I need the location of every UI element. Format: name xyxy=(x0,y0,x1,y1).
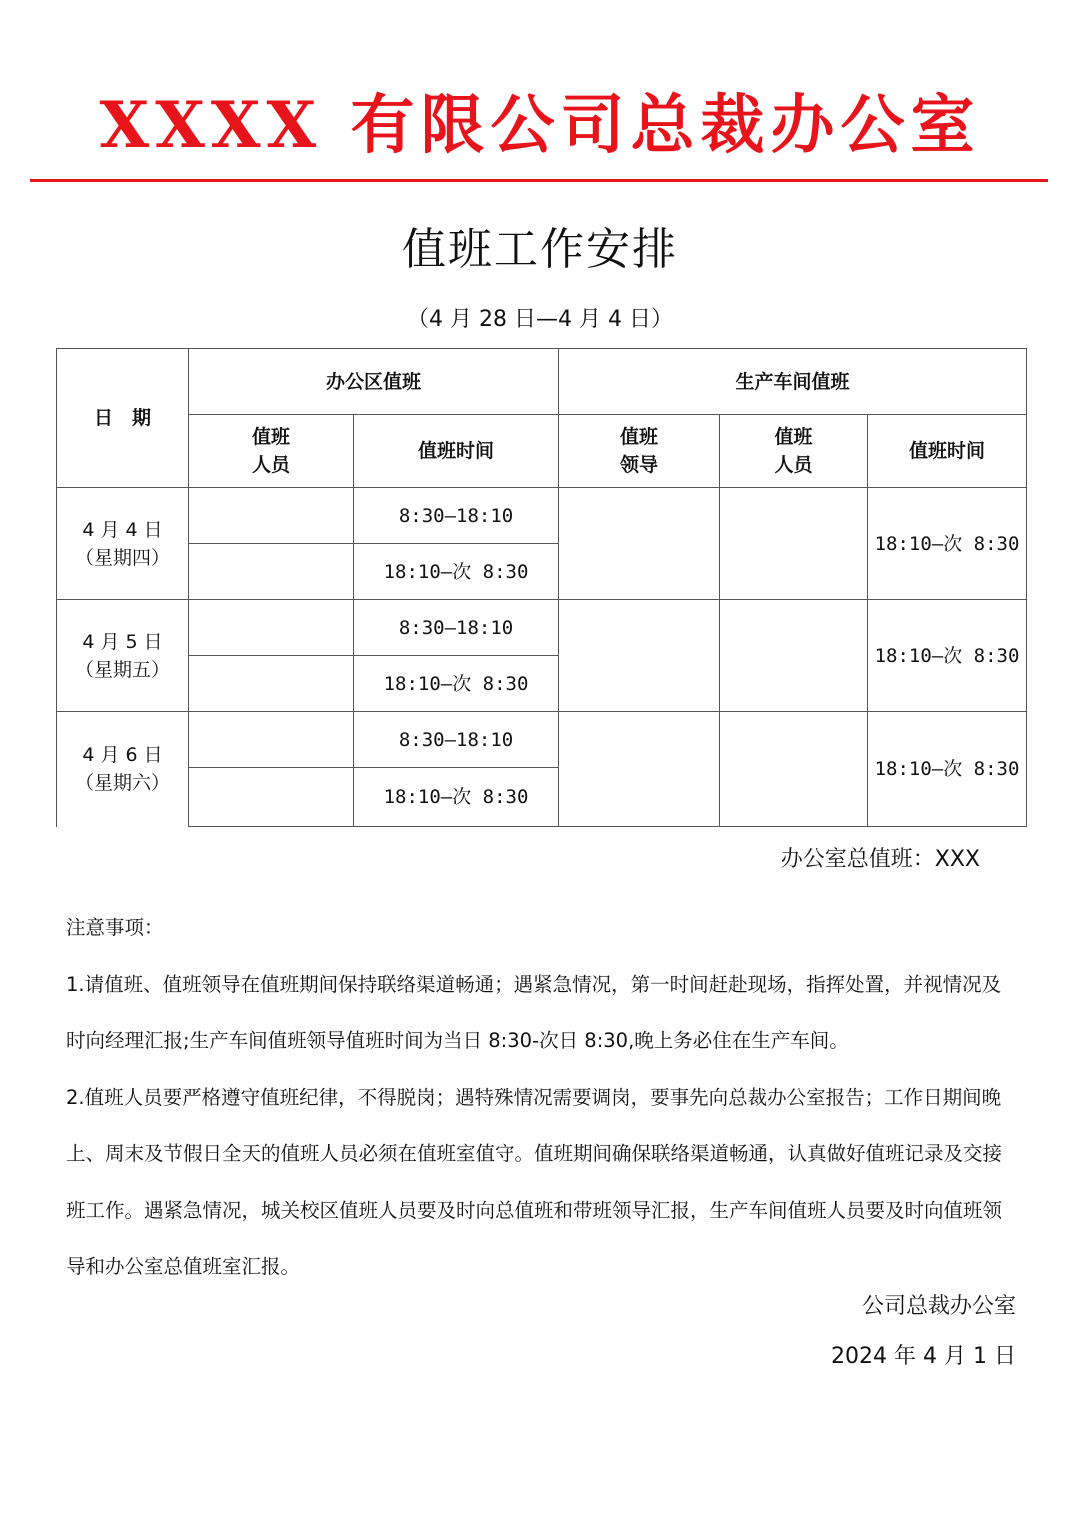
workshop-leader-header: 值班 领导 xyxy=(559,415,720,488)
workshop-staff-cell xyxy=(720,600,868,712)
workshop-time-cell: 18:10—次 8:30 xyxy=(868,488,1027,600)
office-time-cell: 8:30—18:10 xyxy=(354,600,559,656)
office-staff-cell xyxy=(189,544,354,600)
workshop-staff-header: 值班 人员 xyxy=(720,415,868,488)
office-time-cell: 8:30—18:10 xyxy=(354,712,559,768)
date-range: （4 月 28 日—4 月 4 日） xyxy=(407,307,673,332)
workshop-leader-cell xyxy=(559,600,720,712)
table-header-row xyxy=(57,349,1027,415)
red-header-rule xyxy=(30,179,1048,182)
org-header-title: XXXX 有限公司总裁办公室 xyxy=(99,88,981,163)
office-staff-cell xyxy=(189,712,354,768)
office-time-cell: 8:30—18:10 xyxy=(354,488,559,544)
date-column-header: 日 期 xyxy=(57,349,189,488)
workshop-time-cell: 18:10—次 8:30 xyxy=(868,712,1027,827)
office-staff-cell xyxy=(189,656,354,712)
workshop-duty-header: 生产车间值班 xyxy=(559,349,1027,415)
table-row xyxy=(57,600,1027,656)
notes-section xyxy=(66,900,1016,1296)
note-item: 1.请值班、值班领导在值班期间保持联络渠道畅通；遇紧急情况，第一时间赶赴现场，指挥处置，并视情况及时向经理汇报;生产车间值班领导值班时间为当日 8:30-次日 8:30,晚上务必住在生产车间。 xyxy=(66,972,1002,1052)
office-time-header: 值班时间 xyxy=(354,415,559,488)
workshop-staff-cell xyxy=(720,488,868,600)
signature-date: 2024 年 4 月 1 日 xyxy=(831,1344,1016,1369)
duty-schedule-table xyxy=(56,348,1027,827)
office-time-cell: 18:10—次 8:30 xyxy=(354,656,559,712)
workshop-staff-cell xyxy=(720,712,868,827)
signature-block xyxy=(831,1282,1016,1382)
date-cell: 4 月 5 日 （星期五） xyxy=(57,600,189,712)
signature-org: 公司总裁办公室 xyxy=(861,1294,1016,1319)
notes-heading: 注意事项： xyxy=(66,916,164,939)
office-staff-cell xyxy=(189,768,354,827)
workshop-leader-cell xyxy=(559,712,720,827)
office-time-cell: 18:10—次 8:30 xyxy=(354,544,559,600)
office-staff-header: 值班 人员 xyxy=(189,415,354,488)
table-row xyxy=(57,712,1027,768)
workshop-leader-cell xyxy=(559,488,720,600)
date-cell: 4 月 4 日 （星期四） xyxy=(57,488,189,600)
office-staff-cell xyxy=(189,488,354,544)
document-title: 值班工作安排 xyxy=(402,224,678,275)
office-duty-header: 办公区值班 xyxy=(189,349,559,415)
date-cell: 4 月 6 日 （星期六） xyxy=(57,712,189,827)
office-time-cell: 18:10—次 8:30 xyxy=(354,768,559,827)
chief-duty-officer: 办公室总值班：XXX xyxy=(780,847,980,872)
workshop-time-header: 值班时间 xyxy=(868,415,1027,488)
office-staff-cell xyxy=(189,600,354,656)
table-row xyxy=(57,488,1027,544)
workshop-time-cell: 18:10—次 8:30 xyxy=(868,600,1027,712)
table-subheader-row xyxy=(57,415,1027,488)
note-item: 2.值班人员要严格遵守值班纪律，不得脱岗；遇特殊情况需要调岗，要事先向总裁办公室报告；工作日期间晚上、周末及节假日全天的值班人员必须在值班室值守。值班期间确保联络渠道畅通，认真做好值班记录及交接班工作。遇紧急情况，城关校区值班人员要及时向总值班和带班领导汇报，生产车间值班人员要及时向值班领导和办公室总值班室汇报。 xyxy=(66,1085,1003,1278)
